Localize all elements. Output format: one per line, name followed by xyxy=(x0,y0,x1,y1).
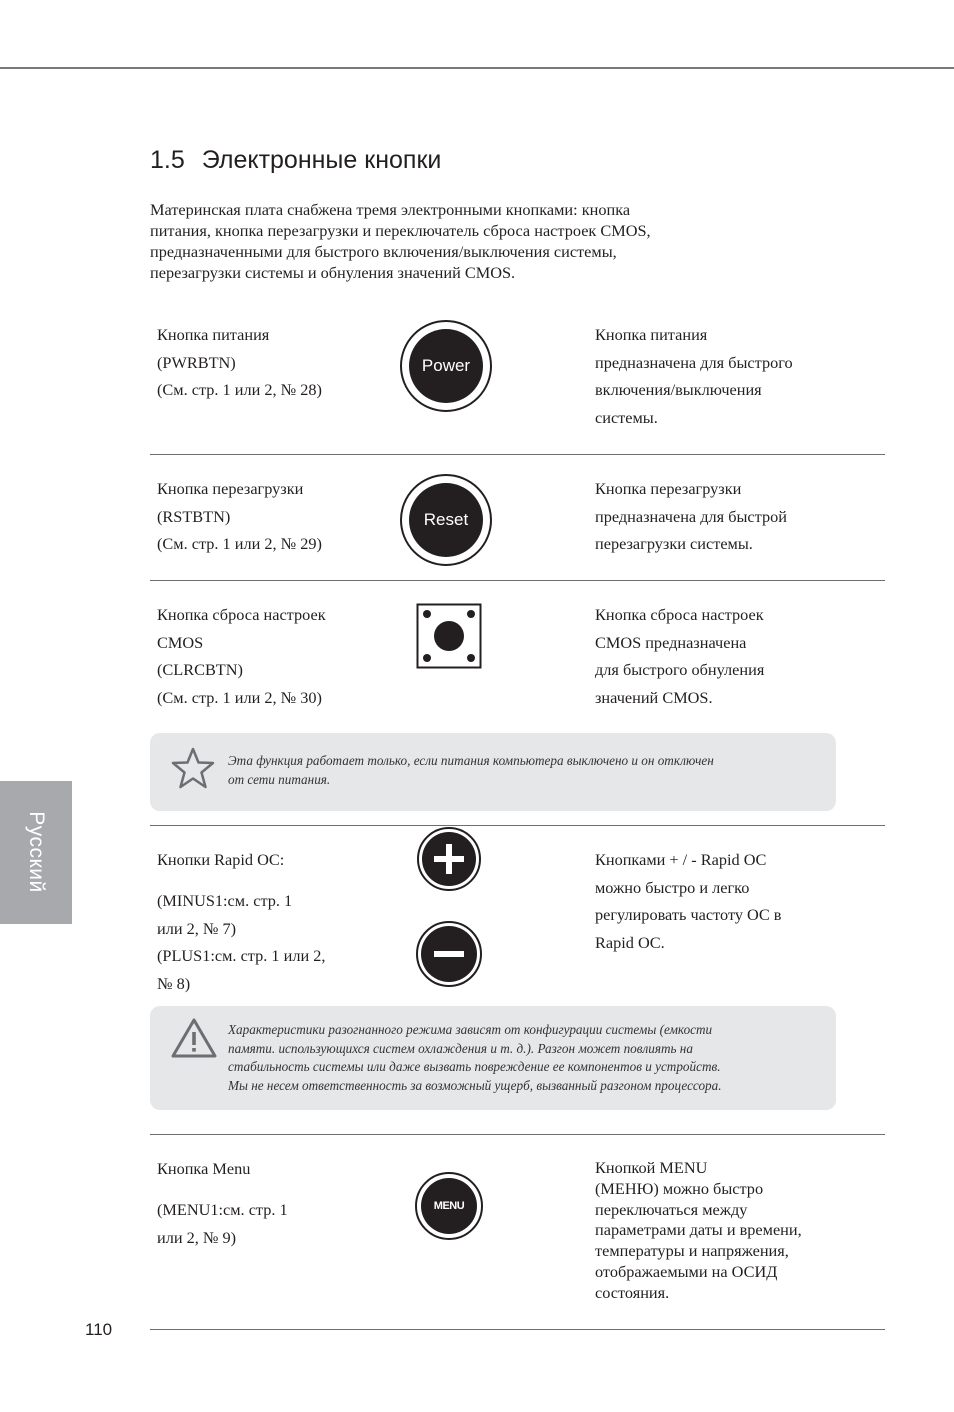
label-line: (См. стр. 1 или 2, № 29) xyxy=(157,534,322,553)
intro-paragraph xyxy=(150,199,750,283)
clear-cmos-description xyxy=(595,601,764,711)
page-number: 110 xyxy=(85,1320,113,1339)
intro-line: предназначенными для быстрого включения/выключения системы, xyxy=(150,242,617,261)
warning-note-text xyxy=(228,1021,722,1095)
desc-line: для быстрого обнуления xyxy=(595,660,765,679)
label-line: или 2, № 9) xyxy=(157,1227,237,1247)
minus-button-icon xyxy=(415,920,483,988)
label-line: (См. стр. 1 или 2, № 30) xyxy=(157,687,322,707)
row-divider xyxy=(150,454,885,455)
label-line: Кнопка питания xyxy=(157,325,270,344)
desc-line: значений CMOS. xyxy=(595,687,713,707)
desc-line: Кнопками + / - Rapid OC xyxy=(595,850,767,869)
intro-line: перезагрузки системы и обнуления значений CMOS. xyxy=(150,263,516,282)
label-line: (PLUS1:см. стр. 1 или 2, xyxy=(157,946,326,965)
label-line: (RSTBTN) xyxy=(157,506,231,526)
label-line: Кнопка перезагрузки xyxy=(157,479,304,498)
power-button-label xyxy=(157,321,322,404)
reset-button-icon xyxy=(400,474,492,566)
desc-line: Кнопка перезагрузки xyxy=(595,479,742,498)
note-line: Характеристики разогнанного режима зависят от конфигурации системы (емкости xyxy=(228,1022,713,1037)
desc-line: температуры и напряжения, xyxy=(595,1241,789,1261)
menu-title xyxy=(157,1155,250,1183)
label-line: Кнопки Rapid OC: xyxy=(157,850,285,869)
desc-line: предназначена для быстрой xyxy=(595,506,787,526)
rapid-oc-description xyxy=(595,846,781,956)
menu-label xyxy=(157,1196,288,1251)
label-line: (CLRCBTN) xyxy=(157,660,243,679)
desc-line: включения/выключения xyxy=(595,380,762,399)
star-note-text xyxy=(228,752,714,789)
label-line: (PWRBTN) xyxy=(157,352,236,372)
section-title-text: Электронные кнопки xyxy=(201,146,442,174)
desc-line: отображаемыми на ОСИД xyxy=(595,1261,778,1281)
label-line: CMOS xyxy=(157,632,204,652)
language-tab-label: Русский xyxy=(25,811,48,893)
note-line: от сети питания. xyxy=(228,771,331,787)
label-line: (MENU1:см. стр. 1 xyxy=(157,1200,288,1219)
desc-line: CMOS предназначена xyxy=(595,632,747,652)
row-divider xyxy=(150,825,885,826)
power-button-face: Power xyxy=(409,329,483,403)
section-number: 1.5 xyxy=(150,146,185,174)
menu-button-face: MENU xyxy=(421,1178,477,1234)
reset-button-description xyxy=(595,475,787,558)
note-line: Эта функция работает только, если питания компьютера выключено и он отключен xyxy=(228,753,714,768)
label-line: Кнопка Menu xyxy=(157,1159,251,1178)
intro-line: питания, кнопка перезагрузки и переключатель сброса настроек CMOS, xyxy=(150,221,651,240)
power-button-icon xyxy=(400,320,492,412)
clear-cmos-switch-icon xyxy=(416,603,482,669)
star-icon xyxy=(170,747,216,789)
reset-button-label xyxy=(157,475,322,558)
label-line: (MINUS1:см. стр. 1 xyxy=(157,891,293,910)
note-line: Мы не несем ответственность за возможный ущерб, вызванный разгоном процессора. xyxy=(228,1077,722,1093)
intro-line: Материнская плата снабжена тремя электронными кнопками: кнопка xyxy=(150,200,631,219)
note-line: памяти. использующихся систем охлаждения и т. д.). Разгон может повлиять на xyxy=(228,1040,693,1056)
header-divider xyxy=(0,67,954,69)
page-title xyxy=(150,146,441,175)
desc-line: предназначена для быстрого xyxy=(595,352,793,372)
desc-line: Rapid OC. xyxy=(595,932,665,952)
row-divider xyxy=(150,580,885,581)
label-line: № 8) xyxy=(157,973,191,993)
rapid-oc-title xyxy=(157,846,284,874)
desc-line: системы. xyxy=(595,407,658,427)
desc-line: (МЕНЮ) можно быстро xyxy=(595,1178,764,1198)
reset-button-face: Reset xyxy=(409,483,483,557)
clear-cmos-label xyxy=(157,601,326,711)
label-line: (См. стр. 1 или 2, № 28) xyxy=(157,380,322,399)
desc-line: Кнопка питания xyxy=(595,325,708,344)
desc-line: перезагрузки системы. xyxy=(595,534,753,553)
power-button-description xyxy=(595,321,793,431)
desc-line: Кнопкой MENU xyxy=(595,1158,708,1177)
plus-button-icon xyxy=(416,826,482,892)
warning-icon xyxy=(170,1017,218,1059)
desc-line: состояния. xyxy=(595,1282,670,1302)
desc-line: параметрами даты и времени, xyxy=(595,1220,802,1240)
note-line: стабильность системы или даже вызвать повреждение ее компонентов и устройств. xyxy=(228,1059,721,1074)
menu-description xyxy=(595,1158,802,1304)
desc-line: Кнопка сброса настроек xyxy=(595,605,764,624)
rapid-oc-label xyxy=(157,887,325,997)
label-line: или 2, № 7) xyxy=(157,918,237,938)
desc-line: можно быстро и легко xyxy=(595,877,750,897)
label-line: Кнопка сброса настроек xyxy=(157,605,326,624)
menu-button-icon xyxy=(415,1172,483,1240)
desc-line: переключаться между xyxy=(595,1199,748,1219)
desc-line: регулировать частоту OC в xyxy=(595,905,782,924)
row-divider xyxy=(150,1134,885,1135)
warning-note xyxy=(150,1006,836,1110)
star-note xyxy=(150,733,836,811)
footer-divider xyxy=(150,1329,885,1330)
